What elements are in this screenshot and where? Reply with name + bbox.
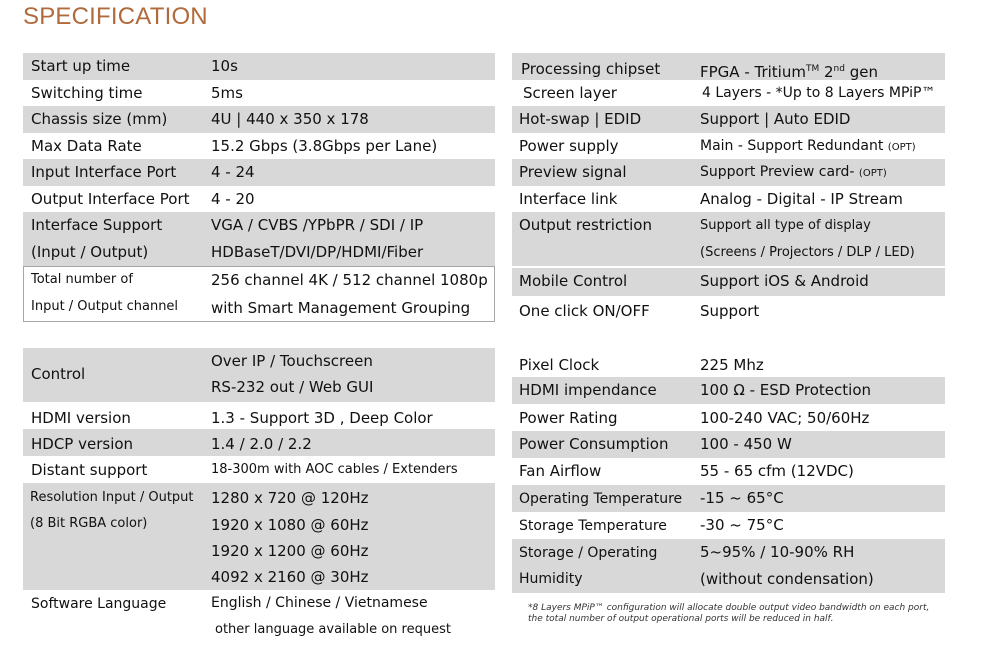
row-label: Hot-swap | EDID — [519, 110, 642, 128]
table-row — [23, 456, 495, 483]
row-label: Distant support — [31, 461, 148, 479]
row-value-line2: HDBaseT/DVI/DP/HDMI/Fiber — [211, 243, 424, 261]
row-value: VGA / CVBS /YPbPR / SDI / IP — [211, 216, 424, 234]
table-row — [23, 212, 495, 266]
row-value-line2: with Smart Management Grouping — [211, 299, 471, 317]
table-row — [512, 80, 945, 106]
row-label: Storage / Operating — [519, 545, 658, 561]
row-value-line2: (Screens / Projectors / DLP / LED) — [700, 245, 915, 260]
row-value: 1.3 - Support 3D , Deep Color — [211, 409, 433, 427]
row-label-line2: Input / Output channel — [31, 299, 179, 314]
row-label: Storage Temperature — [519, 518, 667, 534]
table-row — [512, 159, 945, 186]
table-row — [512, 268, 945, 296]
row-label: HDMI version — [31, 409, 131, 427]
table-row — [512, 512, 945, 539]
table-row — [23, 186, 495, 212]
table-row — [23, 159, 495, 186]
table-row — [512, 133, 945, 159]
row-value: 5ms — [211, 84, 243, 102]
optional-badge: (OPT) — [887, 142, 916, 153]
row-label: Switching time — [31, 84, 143, 102]
row-label: Power Rating — [519, 409, 618, 427]
row-label: Power supply — [519, 137, 619, 155]
row-value-line2: (without condensation) — [700, 570, 874, 588]
spec-table-general — [23, 53, 495, 322]
row-value: Analog - Digital - IP Stream — [700, 190, 903, 208]
row-label: Operating Temperature — [519, 491, 683, 507]
row-value: 100-240 VAC; 50/60Hz — [700, 409, 870, 427]
table-row — [512, 106, 945, 133]
table-row — [512, 404, 945, 431]
row-label-line2: (8 Bit RGBA color) — [30, 516, 148, 531]
row-label: Mobile Control — [519, 272, 628, 290]
row-value: Support Preview card- (OPT) — [700, 164, 887, 180]
resolution-value: 1920 x 1200 @ 60Hz — [211, 542, 369, 560]
row-value: 15.2 Gbps (3.8Gbps per Lane) — [211, 137, 438, 155]
spec-table-electrical — [512, 350, 945, 593]
row-label: Chassis size (mm) — [31, 110, 168, 128]
row-label: Interface link — [519, 190, 618, 208]
row-label: Software Language — [31, 596, 167, 612]
row-value: Support | Auto EDID — [700, 110, 851, 128]
table-row — [512, 212, 945, 266]
table-row — [512, 458, 945, 485]
row-label: Resolution Input / Output — [30, 490, 194, 505]
table-row — [512, 350, 945, 377]
row-value: 55 - 65 cfm (12VDC) — [700, 462, 854, 480]
row-value: FPGA - Tritium™ 2nd gen — [700, 63, 878, 81]
table-row — [23, 402, 495, 429]
spec-table-features — [512, 53, 945, 324]
row-label: One click ON/OFF — [519, 302, 650, 320]
footnote — [528, 603, 948, 625]
table-row — [512, 186, 945, 212]
table-row — [23, 429, 495, 456]
row-value: 18-300m with AOC cables / Extenders — [211, 462, 458, 477]
spec-table-video — [23, 348, 495, 642]
row-value: Support iOS & Android — [700, 272, 869, 290]
row-label: Processing chipset — [521, 60, 661, 78]
row-label: Power Consumption — [519, 435, 669, 453]
row-label: Pixel Clock — [519, 356, 600, 374]
row-value: 5~95% / 10-90% RH — [700, 543, 855, 561]
row-label: Preview signal — [519, 163, 627, 181]
table-row — [23, 483, 495, 590]
row-label: Output Interface Port — [31, 190, 190, 208]
row-value: 1.4 / 2.0 / 2.2 — [211, 435, 312, 453]
row-label: HDMI impendance — [519, 381, 657, 399]
table-row — [512, 377, 945, 404]
row-value: 100 - 450 W — [700, 435, 792, 453]
page-title: SPECIFICATION — [23, 3, 208, 30]
row-label: Control — [31, 365, 86, 383]
resolution-value: 1920 x 1080 @ 60Hz — [211, 516, 369, 534]
table-row — [512, 296, 945, 324]
row-label: Interface Support — [31, 216, 163, 234]
row-label: Screen layer — [523, 84, 617, 102]
footnote-line: *8 Layers MPiP™ configuration will allocate double output video bandwidth on each port, — [528, 603, 930, 613]
row-label: Total number of — [31, 272, 133, 287]
resolution-value: 1280 x 720 @ 120Hz — [211, 489, 369, 507]
optional-badge: (OPT) — [858, 168, 887, 179]
table-row — [512, 485, 945, 512]
table-row — [23, 80, 495, 106]
row-value: 10s — [211, 57, 238, 75]
row-label: Max Data Rate — [31, 137, 142, 155]
table-row — [512, 53, 945, 80]
table-row — [23, 348, 495, 402]
row-label: Fan Airflow — [519, 462, 602, 480]
table-row — [512, 539, 945, 593]
row-label: HDCP version — [31, 435, 134, 453]
row-label: Input Interface Port — [31, 163, 177, 181]
row-value: 100 Ω - ESD Protection — [700, 381, 872, 399]
table-row — [23, 53, 495, 80]
resolution-value: 4092 x 2160 @ 30Hz — [211, 568, 369, 586]
table-row — [512, 431, 945, 458]
row-value: Support — [700, 302, 760, 320]
row-value: 4 Layers - *Up to 8 Layers MPiP™ — [702, 85, 936, 101]
row-value: 4 - 24 — [211, 163, 255, 181]
row-value-line2: other language available on request — [215, 622, 451, 637]
row-value: -30 ~ 75°C — [700, 516, 784, 534]
table-row — [23, 266, 495, 322]
row-label: Output restriction — [519, 216, 652, 234]
row-value: -15 ~ 65°C — [700, 489, 784, 507]
row-label-line2: (Input / Output) — [31, 243, 149, 261]
row-value-line2: RS-232 out / Web GUI — [211, 378, 374, 396]
row-value: 225 Mhz — [700, 356, 764, 374]
table-row — [23, 106, 495, 133]
footnote-line: the total number of output operational ports will be reduced in half. — [528, 614, 834, 624]
row-label: Start up time — [31, 57, 131, 75]
row-value: 256 channel 4K / 512 channel 1080p — [211, 271, 488, 289]
row-value: 4U | 440 x 350 x 178 — [211, 110, 369, 128]
row-value: Support all type of display — [700, 218, 871, 233]
table-row — [23, 133, 495, 159]
row-value: Main - Support Redundant (OPT) — [700, 138, 916, 154]
row-value: Over IP / Touchscreen — [211, 352, 373, 370]
row-label-line2: Humidity — [519, 571, 583, 587]
table-row — [23, 590, 495, 642]
row-value: English / Chinese / Vietnamese — [211, 595, 428, 611]
row-value: 4 - 20 — [211, 190, 255, 208]
